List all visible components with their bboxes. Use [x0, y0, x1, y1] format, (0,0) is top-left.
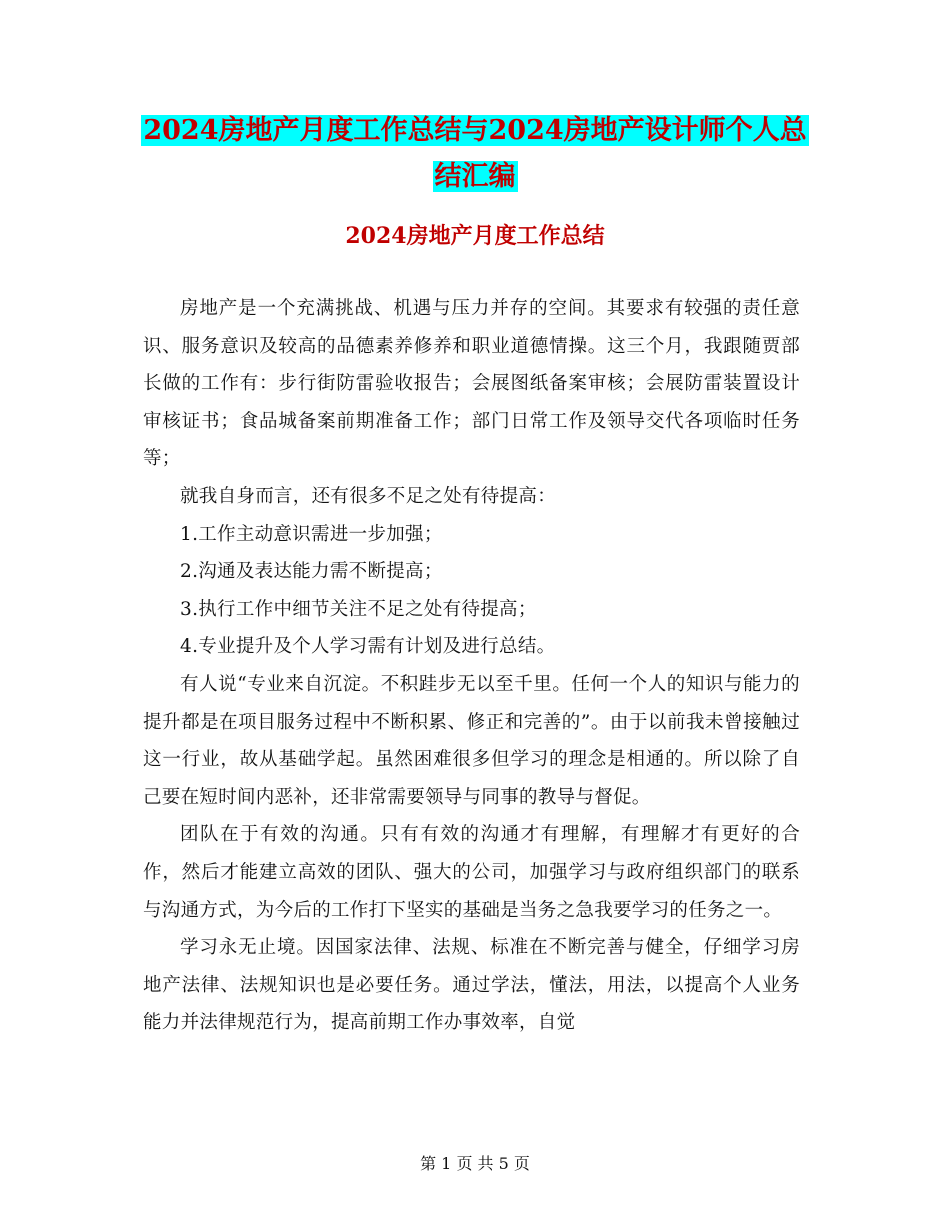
- document-title-line-2: 结汇编: [434, 161, 516, 192]
- document-title: [0, 108, 950, 200]
- list-item-2: 2.沟通及表达能力需不断提高；: [180, 561, 443, 583]
- paragraph-intro: 房地产是一个充满挑战、机遇与压力并存的空间。其要求有较强的责任意识、服务意识及较高的品德素养修养和职业道德情操。这三个月，我跟随贾部长做的工作有：步行街防雷验收报告；会展图纸备案审核；会展防雷装置设计审核证书；食品城备案前期准备工作；部门日常工作及领导交代各项临时任务等；: [143, 298, 800, 470]
- document-body: [143, 290, 800, 1042]
- page-footer: 第 1 页 共 5 页: [420, 1154, 530, 1173]
- list-item-3: 3.执行工作中细节关注不足之处有待提高；: [180, 598, 537, 620]
- paragraph-learning: 学习永无止境。因国家法律、法规、标准在不断完善与健全，仔细学习房地产法律、法规知识也是必要任务。通过学法，懂法，用法，以提高个人业务能力并法律规范行为，提高前期工作办事效率，自觉: [143, 937, 800, 1034]
- paragraph-teamwork: 团队在于有效的沟通。只有有效的沟通才有理解，有理解才有更好的合作，然后才能建立高效的团队、强大的公司，加强学习与政府组织部门的联系与沟通方式，为今后的工作打下坚实的基础是当务之急我要学习的任务之一。: [143, 824, 800, 921]
- paragraph-professional-growth: 有人说“专业来自沉淀。不积跬步无以至千里。任何一个人的知识与能力的提升都是在项目服务过程中不断积累、修正和完善的”。由于以前我未曾接触过这一行业，故从基础学起。虽然困难很多但学习的理念是相通的。所以除了自己要在短时间内恶补，还非常需要领导与同事的教导与督促。: [143, 673, 800, 808]
- section-title: 2024房地产月度工作总结: [345, 223, 605, 249]
- document-title-line-1: 2024房地产月度工作总结与2024房地产设计师个人总: [143, 115, 807, 146]
- list-item-4: 4.专业提升及个人学习需有计划及进行总结。: [180, 636, 556, 658]
- list-item-1: 1.工作主动意识需进一步加强；: [180, 523, 443, 545]
- paragraph-shortcomings-lead: 就我自身而言，还有很多不足之处有待提高：: [180, 485, 557, 507]
